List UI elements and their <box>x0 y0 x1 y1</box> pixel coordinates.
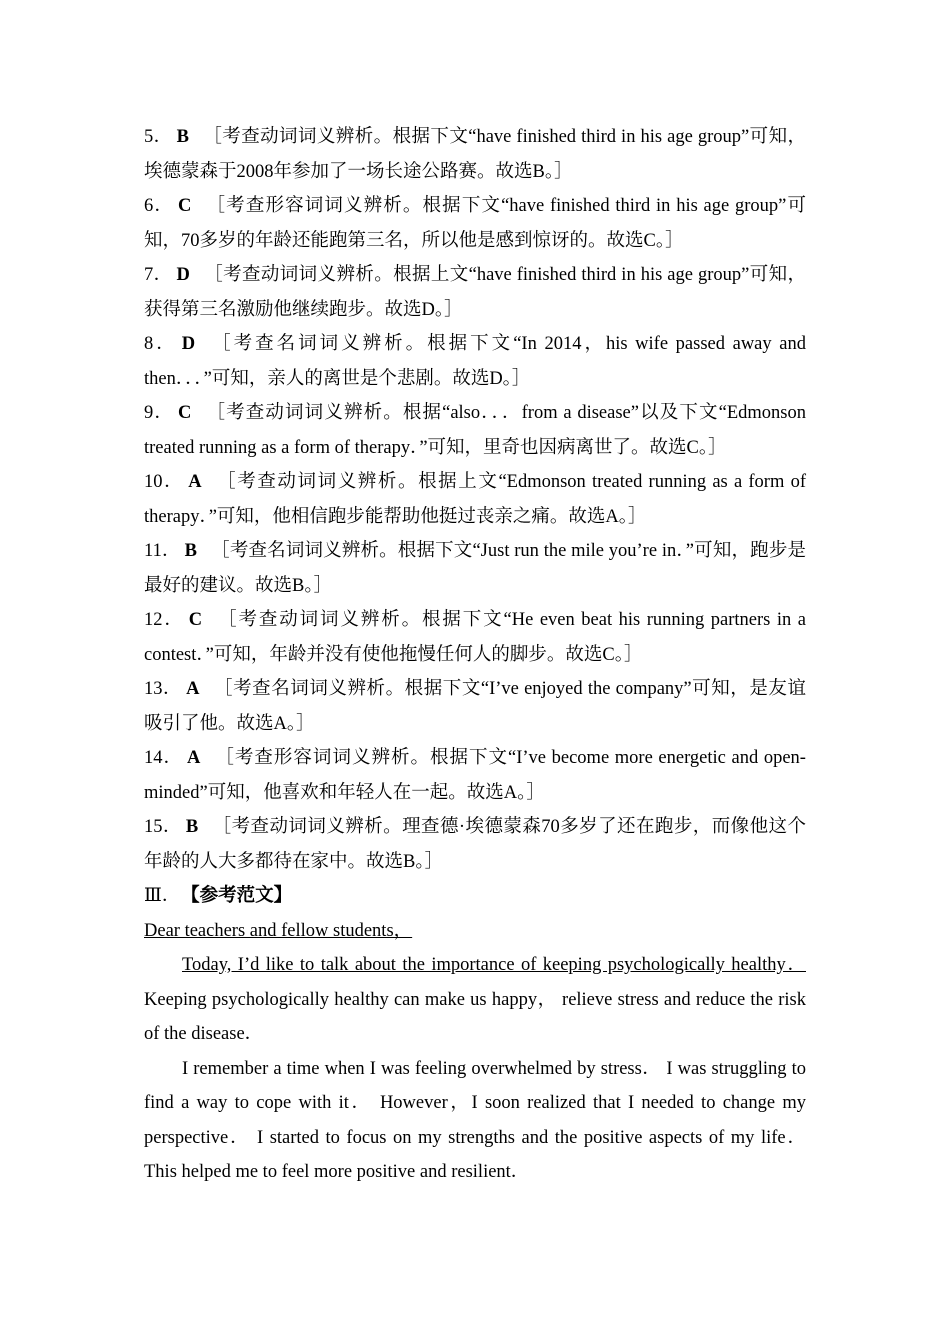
item-number: 10． <box>144 472 185 492</box>
answer-item <box>144 741 806 810</box>
item-answer: D <box>181 334 196 354</box>
item-explanation: ［考查形容词词义辨析。根据下文“I’ve become more energetic and open-minded”可知，他喜欢和年轻人在一起。故选A。］ <box>144 748 806 803</box>
item-number: 13． <box>144 679 183 699</box>
section-heading <box>144 879 806 914</box>
answer-item <box>144 534 806 603</box>
item-explanation: ［考查形容词词义辨析。根据下文“have finished third in his age group”可知，70多岁的年龄还能跑第三名，所以他是感到惊讶的。故选C。］ <box>144 196 806 251</box>
item-answer: B <box>176 127 189 147</box>
item-answer: C <box>188 610 203 630</box>
model-essay <box>144 914 806 1190</box>
item-number: 15． <box>144 817 182 837</box>
item-number: 14． <box>144 748 184 768</box>
item-answer: C <box>178 403 192 423</box>
item-answer: A <box>187 748 201 768</box>
item-explanation: ［考查动词词义辨析。根据“also．．．from a disease”以及下文“Edmonson treated running as a form of therapy．”可知，里奇也因病离世了。故选C。］ <box>144 403 806 458</box>
item-number: 8． <box>144 334 178 354</box>
item-number: 12． <box>144 610 185 630</box>
item-number: 9． <box>144 403 175 423</box>
answer-item <box>144 810 806 879</box>
essay-topic-sentence: Today, I’d like to talk about the importance of keeping psychologically healthy． <box>182 955 806 975</box>
answer-item <box>144 327 806 396</box>
item-answer: A <box>186 679 200 699</box>
answer-item <box>144 258 806 327</box>
essay-paragraph-1 <box>144 948 806 1052</box>
item-number: 6． <box>144 196 175 216</box>
essay-greeting: Dear teachers and fellow students， <box>144 920 413 941</box>
item-explanation: ［考查动词词义辨析。根据下文“He even beat his running partners in a contest．”可知，年龄并没有使他拖慢任何人的脚步。故选C。］ <box>144 610 806 665</box>
item-number: 11． <box>144 541 181 561</box>
item-explanation: ［考查动词词义辨析。根据上文“have finished third in his age group”可知，获得第三名激励他继续跑步。故选D。］ <box>144 265 806 320</box>
answer-item <box>144 189 806 258</box>
item-answer: B <box>184 541 197 561</box>
item-answer: D <box>176 265 190 285</box>
section-label: Ⅲ． <box>144 886 181 906</box>
item-answer: C <box>178 196 192 216</box>
answer-item <box>144 672 806 741</box>
answer-item <box>144 465 806 534</box>
item-explanation: ［考查动词词义辨析。根据下文“have finished third in his age group”可知，埃德蒙森于2008年参加了一场长途公路赛。故选B。］ <box>144 127 806 182</box>
item-answer: A <box>188 472 202 492</box>
answer-item <box>144 396 806 465</box>
item-explanation: ［考查动词词义辨析。根据上文“Edmonson treated running as a form of therapy．”可知，他相信跑步能帮助他挺过丧亲之痛。故选A。］ <box>144 472 806 527</box>
item-number: 7． <box>144 265 173 285</box>
item-answer: B <box>185 817 199 837</box>
item-explanation: ［考查动词词义辨析。理查德·埃德蒙森70多岁了还在跑步，而像他这个年龄的人大多都待在家中。故选B。］ <box>144 817 806 872</box>
answer-item <box>144 120 806 189</box>
item-explanation: ［考查名词词义辨析。根据下文“I’ve enjoyed the company”可知，是友谊吸引了他。故选A。］ <box>144 679 806 734</box>
essay-paragraph-1-rest: Keeping psychologically healthy can make us happy， relieve stress and reduce the risk of the disease． <box>144 989 806 1044</box>
answer-list <box>144 120 806 879</box>
item-number: 5． <box>144 127 173 147</box>
item-explanation: ［考查名词词义辨析。根据下文“Just run the mile you’re in．”可知，跑步是最好的建议。故选B。］ <box>144 541 806 596</box>
item-explanation: ［考查名词词义辨析。根据下文“In 2014，his wife passed away and then．．．”可知，亲人的离世是个悲剧。故选D。］ <box>144 334 806 389</box>
section-title: 【参考范文】 <box>190 886 293 906</box>
answer-item <box>144 603 806 672</box>
essay-paragraph-2: I remember a time when I was feeling overwhelmed by stress． I was struggling to find a way to cope with it． However，I soon realized that I needed to change my perspective． I started to focus on my strengths and the positive aspects of my life． This helped me to feel more positive and resilient． <box>144 1058 806 1182</box>
